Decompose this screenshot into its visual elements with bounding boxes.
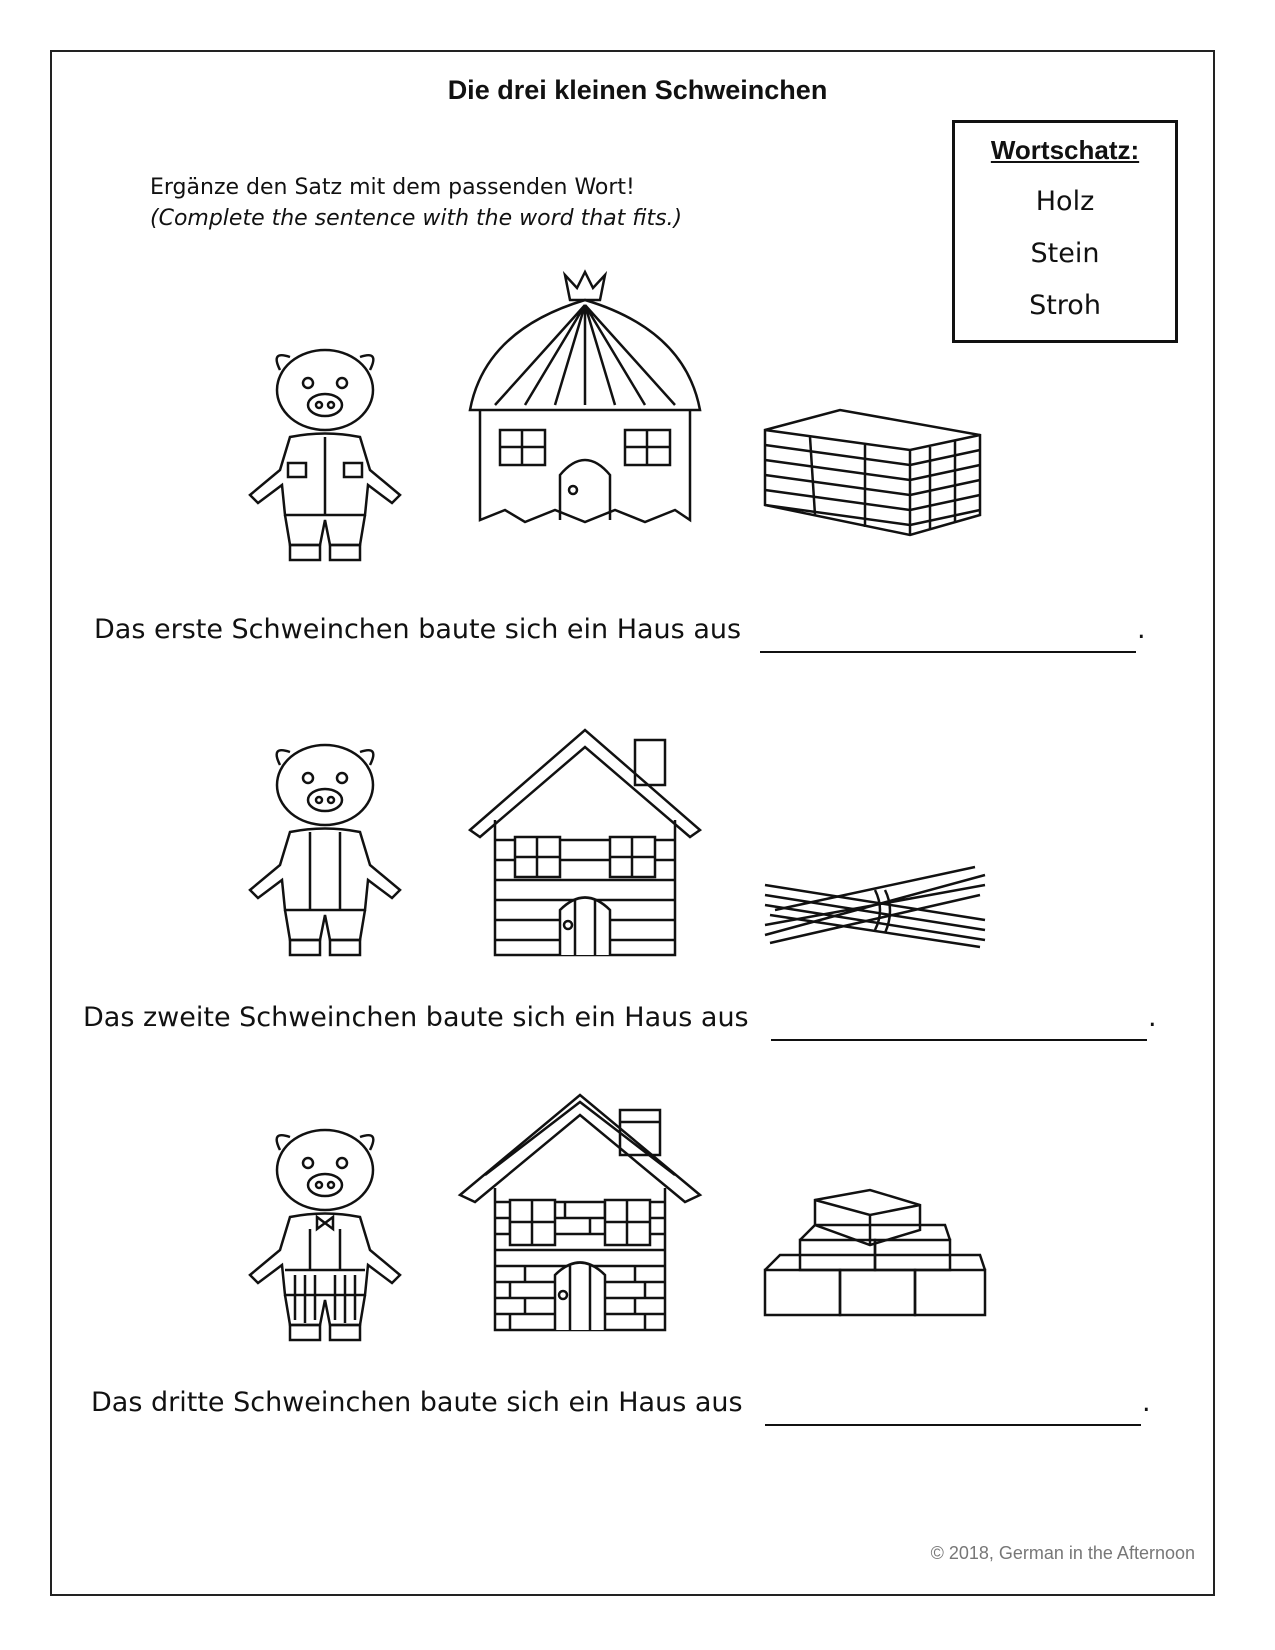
worksheet-title: Die drei kleinen Schweinchen	[447, 75, 828, 105]
pig-icon	[240, 1125, 410, 1345]
sentence-3: Das dritte Schweinchen baute sich ein Haus aus	[91, 1387, 743, 1418]
sentence-1-period: .	[1137, 614, 1146, 645]
wood-sticks-icon	[760, 865, 990, 950]
sentence-2: Das zweite Schweinchen baute sich ein Haus aus	[83, 1002, 749, 1033]
vocabulary-word-stein: Stein	[1030, 238, 1100, 269]
pig-icon	[240, 740, 410, 960]
answer-blank-2[interactable]	[771, 1039, 1147, 1041]
sentence-3-period: .	[1142, 1387, 1151, 1418]
pig-icon	[240, 345, 410, 565]
vocabulary-word-stroh: Stroh	[1029, 290, 1101, 321]
answer-blank-3[interactable]	[765, 1424, 1141, 1426]
vocabulary-word-holz: Holz	[1035, 186, 1095, 217]
stone-bricks-icon	[760, 1185, 990, 1320]
sentence-1: Das erste Schweinchen baute sich ein Haus aus	[94, 614, 742, 645]
answer-blank-1[interactable]	[760, 651, 1136, 653]
vocabulary-box	[952, 120, 1178, 343]
wooden-house-icon	[465, 725, 705, 965]
brick-house-icon	[455, 1090, 705, 1340]
copyright-notice: © 2018, German in the Afternoon	[930, 1543, 1195, 1563]
sentence-2-period: .	[1148, 1002, 1157, 1033]
straw-house-icon	[465, 270, 705, 550]
instructions	[150, 172, 682, 234]
instruction-english: (Complete the sentence with the word that fits.)	[150, 206, 683, 231]
instruction-german: Ergänze den Satz mit dem passenden Wort!	[150, 175, 635, 200]
vocabulary-heading: Wortschatz:	[990, 135, 1140, 165]
straw-bale-icon	[760, 405, 990, 540]
